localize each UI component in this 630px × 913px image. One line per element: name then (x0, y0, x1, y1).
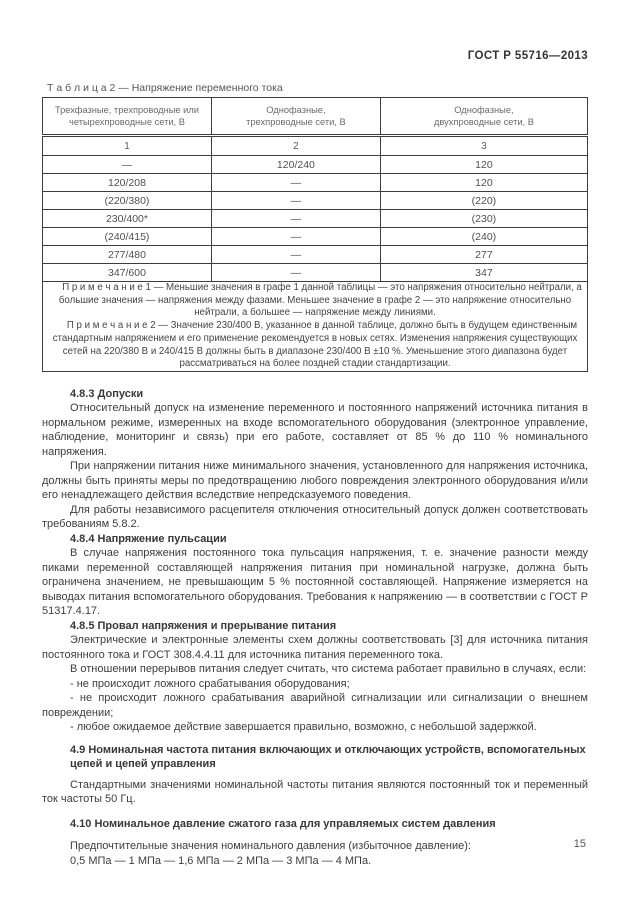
table-header-row (43, 98, 588, 136)
table-cell: — (43, 156, 212, 174)
table-cell: 347/600 (43, 264, 212, 282)
section-4-8-3 (42, 387, 588, 532)
table-cell: — (211, 210, 380, 228)
paragraph: 0,5 МПа — 1 МПа — 1,6 МПа — 2 МПа — 3 МПа — 4 МПа. (70, 854, 372, 867)
section-4-8-4-heading: 4.8.4 Напряжение пульсации (70, 532, 227, 545)
table-notes-row (43, 282, 588, 372)
column-header-threephase (43, 98, 212, 136)
table-cell: (240/415) (43, 228, 212, 246)
section-4-8-5-heading: 4.8.5 Провал напряжения и прерывание питания (70, 619, 337, 632)
column-header-line: Однофазные, (454, 105, 514, 115)
table-cell: (240) (380, 228, 587, 246)
body-sections (42, 387, 588, 869)
section-4-9 (42, 743, 588, 807)
table-cell: — (211, 192, 380, 210)
table-note-1: П р и м е ч а н и е 1 — Меньшие значения в графе 1 данной таблицы — это напряжения относительно нейтрали, а большие значения — напряжения между фазами. Меньшее значение в графе 2 — это напряжение относительно нейтрали, а большее — напряжение между линиями. (58, 282, 582, 319)
section-4-8-3-heading: 4.8.3 Допуски (70, 387, 144, 400)
table-cell: 347 (380, 264, 587, 282)
table-caption: Т а б л и ц а 2 — Напряжение переменного тока (47, 82, 283, 94)
table-row (43, 246, 588, 264)
column-header-line: трехпроводные сети, В (246, 117, 346, 127)
ac-voltage-table (42, 97, 588, 372)
paragraph: Стандартными значениями номинальной частоты питания являются постоянный ток и переменный ток частоты 50 Гц. (42, 778, 588, 806)
paragraph: Предпочтительные значения номинального давления (избыточное давление): (70, 840, 471, 853)
table-cell: 120 (380, 156, 587, 174)
table-cell: (220/380) (43, 192, 212, 210)
table-cell: 120 (380, 174, 587, 192)
list-item: - не происходит ложного срабатывания оборудования; (70, 677, 350, 690)
table-row (43, 192, 588, 210)
table-row (43, 228, 588, 246)
paragraph: В отношении перерывов питания следует считать, что система работает правильно в случаях, если: (70, 663, 587, 676)
paragraph: Электрические и электронные элементы схем должны соответствовать [3] для источника питания постоянного тока и ГОСТ 308.4.4.11 для источника питания переменного тока. (42, 634, 588, 661)
table-row (43, 156, 588, 174)
table-note-2: П р и м е ч а н и е 2 — Значение 230/400 В, указанное в данной таблице, должно быть в будущем единственным стандартным напряжением и его применение рекомендуется в новых сетях. Изменения напряжения существующих сетей на 220/380 В и 240/415 В должны быть в диапазоне 230/400 В ±10 %. Уменьшение этого диапазона будет рассматриваться на более поздней стадии стандартизации. (52, 320, 578, 370)
table-cell: 277 (380, 246, 587, 264)
standard-number-header: ГОСТ Р 55716—2013 (467, 50, 588, 62)
list-item: - любое ожидаемое действие завершается правильно, возможно, с небольшой задержкой. (70, 721, 537, 734)
column-number: 1 (43, 136, 212, 156)
paragraph: В случае напряжения постоянного тока пульсация напряжения, т. е. значение разности между пиками переменной составляющей напряжения питания при номинальной нагрузке, должна быть ограничена значением, не превышающим 5 % постоянной составляющей. Напряжение измеряется на выводах питания вспомогательного оборудования. Требования к напряжению — в соответствии с ГОСТ Р 51317.4.17. (42, 547, 588, 618)
section-4-10-heading: 4.10 Номинальное давление сжатого газа для управляемых систем давления (70, 817, 496, 830)
column-number: 3 (380, 136, 587, 156)
table-cell: — (211, 228, 380, 246)
paragraph: При напряжении питания ниже минимального значения, установленного для напряжения источника, должны быть приняты меры по предотвращению любого повреждения электронного оборудования и/или его ненадлежащего действия вследствие непредсказуемого поведения. (42, 460, 588, 502)
column-header-singlephase-2wire (380, 98, 587, 136)
column-header-line: четырехпроводные сети, В (69, 117, 185, 127)
column-header-line: Трехфазные, трехпроводные или (54, 105, 199, 115)
table-cell: (220) (380, 192, 587, 210)
table-row (43, 264, 588, 282)
section-4-8-4 (42, 532, 588, 619)
column-number: 2 (211, 136, 380, 156)
column-header-line: Однофазные, (266, 105, 326, 115)
notes-cell (43, 282, 588, 372)
column-number-row (43, 136, 588, 156)
table-cell: — (211, 264, 380, 282)
column-header-singlephase-3wire (211, 98, 380, 136)
section-4-9-heading: 4.9 Номинальная частота питания включающих и отключающих устройств, вспомогательных цепей и цепей управления (70, 743, 586, 771)
paragraph: Относительный допуск на изменение переменного и постоянного напряжений источника питания в нормальном режиме, измеренных на входе вспомогательного оборудования (электронное управление, наблюдение, мониторинг и связь) при его работе, составляет от 85 % до 110 % номинального напряжения. (42, 402, 588, 458)
table-cell: 120/208 (43, 174, 212, 192)
paragraph: Для работы независимого расцепителя отключения относительный допуск должен соответствовать требованиям 5.8.2. (42, 503, 588, 531)
page-number: 15 (573, 838, 586, 850)
section-4-8-5 (42, 619, 588, 735)
table-cell: 277/480 (43, 246, 212, 264)
table-cell: 120/240 (211, 156, 380, 174)
column-header-line: двухпроводные сети, В (433, 117, 534, 127)
list-item: - не происходит ложного срабатывания аварийной сигнализации или сигнализации о внешнем повреждении; (42, 692, 588, 719)
table-row (43, 174, 588, 192)
table-cell: 230/400* (43, 210, 212, 228)
table-cell: — (211, 246, 380, 264)
table-row (43, 210, 588, 228)
table-cell: — (211, 174, 380, 192)
table-cell: (230) (380, 210, 587, 228)
section-4-10 (42, 817, 588, 869)
